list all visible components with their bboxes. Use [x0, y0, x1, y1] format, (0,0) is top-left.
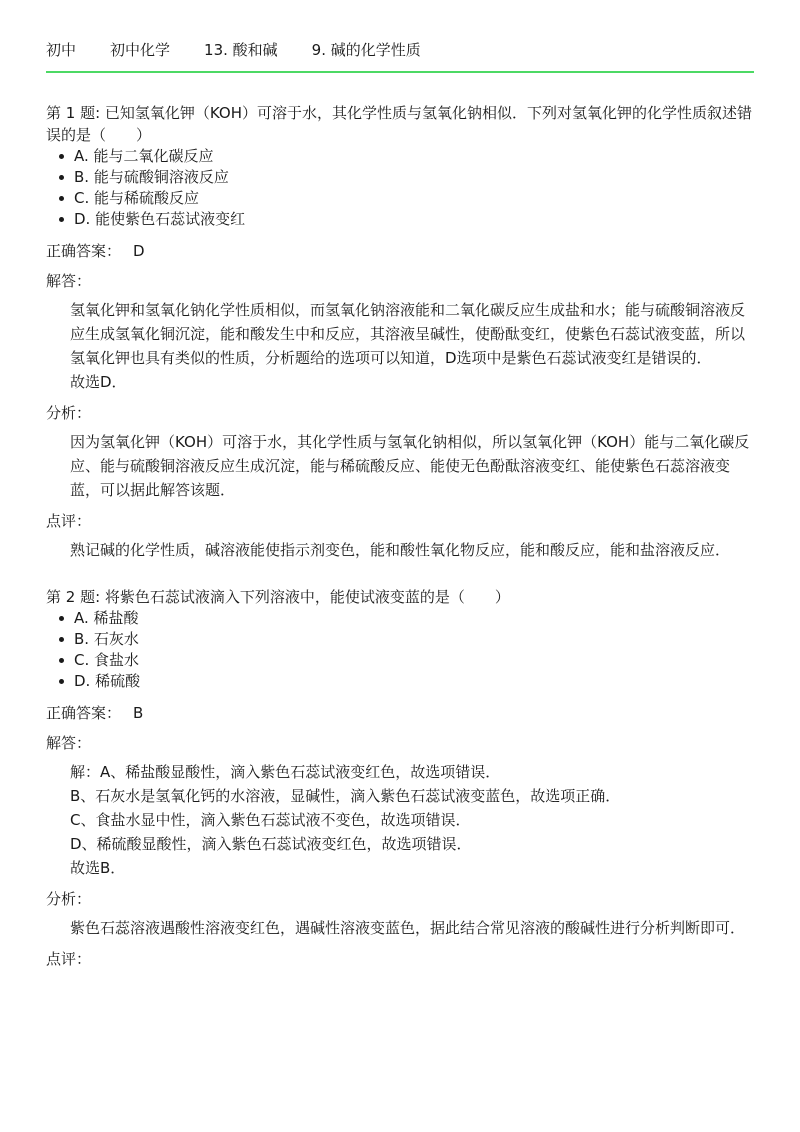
question-title: 第 1 题: 已知氢氧化钾（KOH）可溶于水，其化学性质与氢氧化钠相似．下列对氢氧化钾的化学性质叙述错误的是（ ）: [46, 104, 753, 144]
answer-value: B: [133, 704, 144, 722]
answer-label: 正确答案：: [46, 242, 122, 260]
correct-answer: [46, 702, 758, 724]
analysis-body: [46, 916, 758, 940]
comment-body: [46, 538, 758, 562]
option-c: C. 食盐水: [74, 650, 758, 671]
analysis-text: 紫色石蕊溶液遇酸性溶液变红色，遇碱性溶液变蓝色，据此结合常见溶液的酸碱性进行分析判断即可．: [70, 919, 746, 937]
question-2: [46, 586, 758, 970]
answer-value: D: [133, 242, 145, 260]
explanation-body: [46, 760, 758, 880]
question-list: [46, 102, 758, 970]
option-d: D. 稀硫酸: [74, 671, 758, 692]
question-title: 第 2 题: 将紫色石蕊试液滴入下列溶液中，能使试液变蓝的是（ ）: [46, 588, 510, 606]
breadcrumb-section[interactable]: 9. 碱的化学性质: [311, 41, 421, 59]
comment-text: 熟记碱的化学性质，碱溶液能使指示剂变色，能和酸性氧化物反应，能和酸反应，能和盐溶液反应．: [70, 541, 731, 559]
explanation-text: B、石灰水是氢氧化钙的水溶液，显碱性，滴入紫色石蕊试液变蓝色，故选项正确．: [70, 787, 621, 805]
correct-answer: [46, 240, 758, 262]
option-b: B. 石灰水: [74, 629, 758, 650]
analysis-body: [46, 430, 758, 502]
breadcrumb: [46, 40, 754, 73]
question-1: [46, 102, 758, 562]
explanation-text: D、稀硫酸显酸性，滴入紫色石蕊试液变红色，故选项错误．: [70, 835, 472, 853]
option-d: D. 能使紫色石蕊试液变红: [74, 209, 758, 230]
breadcrumb-chapter[interactable]: 13. 酸和碱: [204, 41, 278, 59]
explanation-text: 氢氧化钾和氢氧化钠化学性质相似，而氢氧化钠溶液能和二氧化碳反应生成盐和水；能与硫酸铜溶液反应生成氢氧化铜沉淀，能和酸发生中和反应，其溶液呈碱性，使酚酞变红，使紫色石蕊试液变蓝，所以氢氧化钾也具有类似的性质，分析题给的选项可以知道，D选项中是紫色石蕊试液变红是错误的．: [70, 301, 746, 367]
analysis-label: 分析：: [46, 404, 92, 422]
explanation-label: 解答：: [46, 272, 92, 290]
comment-label: 点评：: [46, 512, 92, 530]
explanation-label: 解答：: [46, 734, 92, 752]
breadcrumb-level[interactable]: 初中: [46, 41, 77, 59]
option-a: A. 稀盐酸: [74, 608, 758, 629]
breadcrumb-subject[interactable]: 初中化学: [110, 41, 171, 59]
question-spacer: [46, 562, 758, 586]
option-c: C. 能与稀硫酸反应: [74, 188, 758, 209]
option-b: B. 能与硫酸铜溶液反应: [74, 167, 758, 188]
options-list: [46, 608, 758, 692]
explanation-text: C、食盐水显中性，滴入紫色石蕊试液不变色，故选项错误．: [70, 811, 471, 829]
explanation-text: 故选B．: [70, 859, 126, 877]
comment-label: 点评：: [46, 950, 92, 968]
analysis-text: 因为氢氧化钾（KOH）可溶于水，其化学性质与氢氧化钠相似，所以氢氧化钾（KOH）能与二氧化碳反应、能与硫酸铜溶液反应生成沉淀，能与稀硫酸反应、能使无色酚酞溶液变红、能使紫色石蕊溶液变蓝，可以据此解答该题．: [70, 433, 750, 499]
options-list: [46, 146, 758, 230]
answer-label: 正确答案：: [46, 704, 122, 722]
option-a: A. 能与二氧化碳反应: [74, 146, 758, 167]
explanation-text: 解：A、稀盐酸显酸性，滴入紫色石蕊试液变红色，故选项错误．: [70, 763, 501, 781]
explanation-text: 故选D．: [70, 373, 127, 391]
explanation-body: [46, 298, 758, 394]
analysis-label: 分析：: [46, 890, 92, 908]
